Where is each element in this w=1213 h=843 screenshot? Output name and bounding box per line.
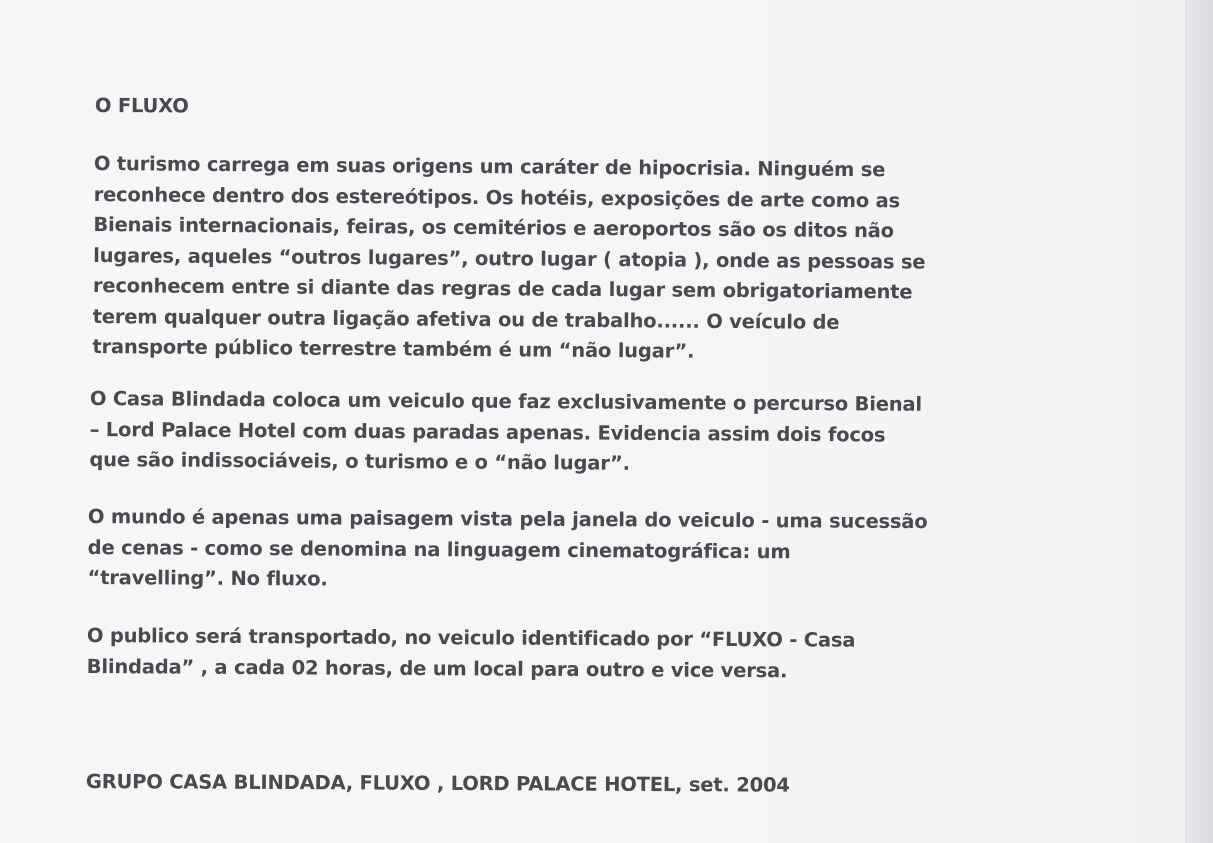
paragraph-casa-blindada [89, 384, 922, 481]
paragraph-line: O turismo carrega em suas origens um caráter de hipocrisia. Ninguém se [93, 151, 886, 182]
paragraph-line: O Casa Blindada coloca um veiculo que faz exclusivamente o percurso Bienal [89, 386, 922, 416]
paragraph-line: transporte público terrestre também é um “não lugar”. [92, 334, 695, 363]
paragraph-line: – Lord Palace Hotel com duas paradas apenas. Evidencia assim dois focos [89, 417, 886, 447]
paragraph-line: de cenas - como se denomina na linguagem cinematográfica: um [87, 535, 791, 563]
paragraph-line: reconhece dentro dos estereótipos. Os hotéis, exposições de arte como as [93, 182, 901, 212]
paragraph-line: lugares, aqueles “outros lugares”, outro lugar ( atopia ), onde as pessoas se [93, 243, 926, 274]
scanner-edge [1185, 0, 1213, 843]
document-title: O FLUXO [94, 93, 189, 118]
paragraph-tourism [92, 149, 926, 369]
paragraph-world-landscape [87, 502, 927, 599]
signature-line: GRUPO CASA BLINDADA, FLUXO , LORD PALACE HOTEL, set. 2004 [85, 769, 790, 797]
paragraph-line: O publico será transportado, no veiculo identificado por “FLUXO - Casa [86, 623, 856, 652]
paragraph-line: Blindada” , a cada 02 horas, de um local para outro e vice versa. [86, 654, 788, 682]
paragraph-line: que são indissociáveis, o turismo e o “não lugar”. [89, 447, 630, 475]
paragraph-line: Bienais internacionais, feiras, os cemitérios e aeroportos são os ditos não [93, 212, 894, 243]
paragraph-line: “travelling”. No fluxo. [87, 565, 328, 591]
paragraph-public-transport [87, 621, 856, 687]
paragraph-line: reconhecem entre si diante das regras de cada lugar sem obrigatoriamente [92, 273, 913, 304]
paragraph-line: O mundo é apenas uma paisagem vista pela janela do veiculo - uma sucessão [87, 504, 928, 534]
paragraph-line: terem qualquer outra ligação afetiva ou de trabalho...... O veículo de [92, 304, 840, 334]
